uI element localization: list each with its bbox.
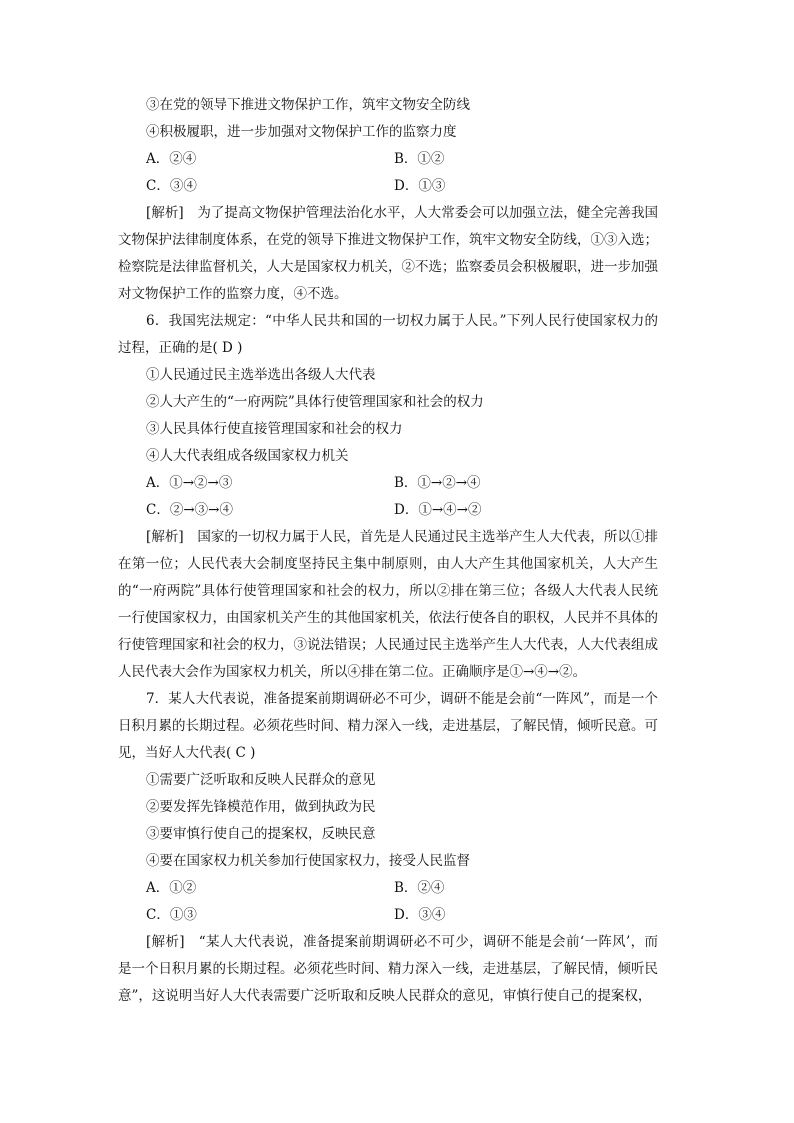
q7-options-row-1 <box>118 875 658 902</box>
q5-option-c: C．③④ <box>146 178 197 194</box>
q7-analysis <box>118 929 658 1010</box>
q6-analysis-text: 国家的一切权力属于人民，首先是人民通过民主选举产生人大代表，所以①排在第一位；人民代表大会制度坚持民主集中制原则，由人大产生其他国家机关，人大产生的“一府两院”具体行使管理国家和社会的权力，所以②排在第三位；各级人大代表人民统一行使国家权力，由国家机关产生的其他国家机关，依法行使各自的职权，人民并不具体的行使管理国家和社会的权力，③说法错误；人民通过民主选举产生人大代表，人大代表组成人民代表大会作为国家权力机关，所以④排在第二位。正确顺序是①→④→②。 <box>118 529 659 680</box>
q7-options-row-2 <box>118 902 658 929</box>
q5-option-a: A．②④ <box>146 151 197 167</box>
q5-item-3: ③在党的领导下推进文物保护工作，筑牢文物安全防线 <box>146 97 470 113</box>
q6-option-a: A．①→②→③ <box>146 475 233 491</box>
q5-item-4: ④积极履职，进一步加强对文物保护工作的监察力度 <box>146 124 457 140</box>
q7-item-2: ②要发挥先锋模范作用，做到执政为民 <box>146 799 376 815</box>
q7-option-a: A．①② <box>146 880 197 896</box>
q6-option-c: C．②→③→④ <box>146 502 233 518</box>
q7-item-3: ③要审慎行使自己的提案权，反映民意 <box>146 826 376 842</box>
q6-options-row-2 <box>118 497 658 524</box>
q7-item-1: ①需要广泛听取和反映人民群众的意见 <box>146 772 376 788</box>
q5-option-b: B．①② <box>394 151 445 167</box>
q6-analysis <box>118 524 658 686</box>
document-content <box>118 92 658 1010</box>
q6-option-b: B．①→②→④ <box>394 475 481 491</box>
q6-option-d: D．①→④→② <box>394 502 482 518</box>
q5-analysis-text: 为了提高文物保护管理法治化水平，人大常委会可以加强立法，健全完善我国文物保护法律制度体系，在党的领导下推进文物保护工作，筑牢文物安全防线，①③入选；检察院是法律监督机关，人大是国家权力机关，②不选；监察委员会积极履职，进一步加强对文物保护工作的监察力度，④不选。 <box>118 205 659 302</box>
q6-options-row-1 <box>118 470 658 497</box>
q6-item-2: ②人大产生的“一府两院”具体行使管理国家和社会的权力 <box>146 394 484 410</box>
q7-item-4: ④要在国家权力机关参加行使国家权力，接受人民监督 <box>146 853 470 869</box>
q7-option-d: D．③④ <box>394 907 446 923</box>
q5-options-row-1 <box>118 146 658 173</box>
q7-analysis-text: “某人大代表说，准备提案前期调研必不可少，调研不能是会前‘一阵风’，而是一个日积月累的长期过程。必须花些时间、精力深入一线，走进基层，了解民情，倾听民意”，这说明当好人大代表需要广泛听取和反映人民群众的意见，审慎行使自己的提案权， <box>118 934 659 1004</box>
q5-option-d: D．①③ <box>394 178 446 194</box>
q7-analysis-tag: [解析] <box>146 934 185 950</box>
q6-item-4: ④人大代表组成各级国家权力机关 <box>146 448 349 464</box>
q6-item-1: ①人民通过民主选举选出各级人大代表 <box>146 367 376 383</box>
q6-item-3: ③人民具体行使直接管理国家和社会的权力 <box>146 421 403 437</box>
q6-stem: 6．我国宪法规定：“中华人民共和国的一切权力属于人民。”下列人民行使国家权力的过程，正确的是( D ) <box>118 313 658 356</box>
q7-stem: 7．某人大代表说，准备提案前期调研必不可少，调研不能是会前“一阵风”，而是一个日积月累的长期过程。必须花些时间、精力深入一线，走进基层，了解民情，倾听民意。可见，当好人大代表( C ) <box>118 691 658 761</box>
q5-analysis-tag: [解析] <box>146 205 184 221</box>
q5-analysis <box>118 200 658 308</box>
q7-option-b: B．②④ <box>394 880 445 896</box>
q5-options-row-2 <box>118 173 658 200</box>
q7-option-c: C．①③ <box>146 907 197 923</box>
q6-analysis-tag: [解析] <box>146 529 184 545</box>
